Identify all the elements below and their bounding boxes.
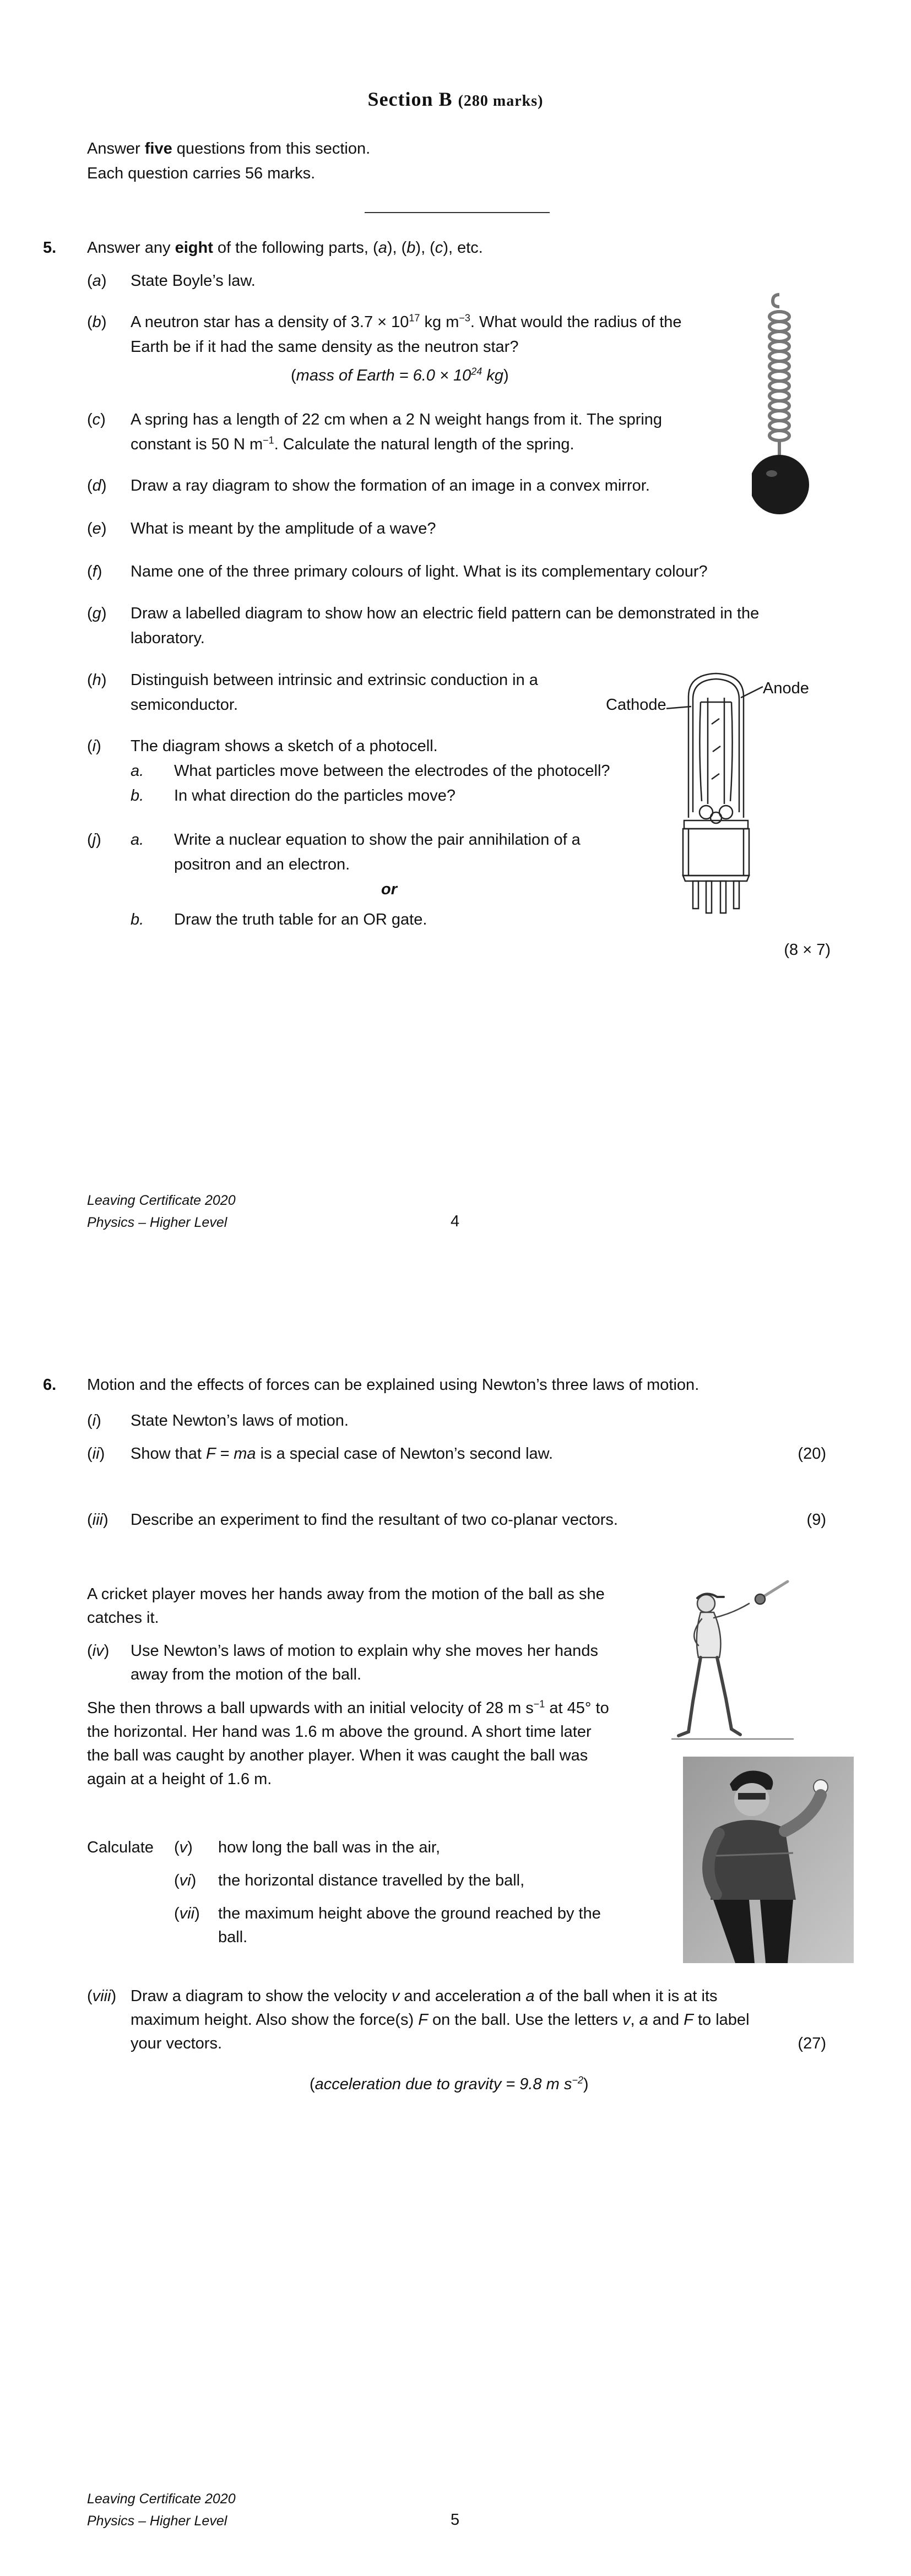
q6viii-line3: your vectors. [131, 2035, 222, 2052]
footer-exam-title: Leaving Certificate 2020 [87, 1193, 236, 1208]
q5h-label: (h) [87, 671, 107, 689]
q6-throw-pre: She then throws a ball upwards with an initial velocity of 28 m s [87, 1699, 534, 1717]
q6iii-marks: (9) [806, 1511, 826, 1529]
q6viii-l1-post: of the ball when it is at its [534, 1987, 718, 2005]
q5b-sup1: 17 [409, 312, 420, 324]
q6i-text: State Newton’s laws of motion. [131, 1412, 349, 1430]
q6i-roman: i [92, 1412, 96, 1430]
q5a-text: State Boyle’s law. [131, 272, 256, 290]
q5c-line1: A spring has a length of 22 cm when a 2 N weight hangs from it. The spring [131, 411, 663, 428]
section-letter: B [438, 88, 453, 110]
footer-subject-2: Physics – Higher Level [87, 2513, 227, 2529]
q5h-letter: h [92, 671, 101, 689]
q6viii-l2-and: and [648, 2011, 684, 2029]
q5b-given-it: mass of Earth = 6.0 × 10 [296, 367, 471, 384]
q6iii-label: (iii) [87, 1511, 109, 1529]
q5a-label: (a) [87, 272, 107, 290]
q6-calculate: Calculate [87, 1839, 154, 1856]
cricket-player-icon [666, 1575, 799, 1746]
q6viii-l2-comma: , [630, 2011, 639, 2029]
q5b-given-post: ) [503, 367, 509, 384]
q5j-sub-b: Draw the truth table for an OR gate. [174, 911, 427, 928]
q5g-label: (g) [87, 605, 107, 622]
q5i-sub-a-label: a. [131, 762, 144, 780]
q6-throw-line1 [87, 1697, 609, 1719]
q5b-sup2: −3 [459, 312, 470, 324]
q6viii-l2-F: F [418, 2011, 428, 2029]
q6-gravity-pre: ( [310, 2075, 315, 2093]
q5e-letter: e [92, 520, 101, 537]
q5-intro-end: ), etc. [443, 239, 483, 257]
q5d-letter: d [92, 477, 101, 494]
q5b-line2: Earth be if it had the same density as the neutron star? [131, 338, 519, 356]
q6vii-label: (vii) [174, 1905, 200, 1922]
q5-number: 5. [43, 239, 57, 257]
q6iv-line1: Use Newton’s laws of motion to explain why she moves her hands [131, 1642, 598, 1660]
q6viii-l1-v: v [391, 1987, 400, 2005]
q6iii-text: Describe an experiment to find the resultant of two co-planar vectors. [131, 1511, 618, 1529]
q5c-sup: −1 [263, 434, 274, 446]
q6-intro: Motion and the effects of forces can be explained using Newton’s three laws of motion. [87, 1376, 699, 1394]
q5f-text: Name one of the three primary colours of light. What is its complementary colour? [131, 563, 708, 580]
q5-intro-pre: Answer any [87, 239, 175, 257]
q6ii-marks: (20) [798, 1445, 826, 1463]
section-title [0, 88, 911, 112]
q6i-label: (i) [87, 1412, 101, 1430]
q5c-line2-post: . Calculate the natural length of the spring. [274, 436, 574, 453]
q6viii-l2-v: v [622, 2011, 631, 2029]
q5b-line1-mid: kg m [420, 313, 459, 331]
spring-mass-icon [752, 292, 812, 518]
q5g-letter: g [92, 605, 101, 622]
footer-subject: Physics – Higher Level [87, 1215, 227, 1230]
q5j-sub-a-label: a. [131, 831, 144, 849]
q5c-letter: c [92, 411, 101, 428]
q6viii-l2-post: on the ball. Use the letters [427, 2011, 622, 2029]
q5d-label: (d) [87, 477, 107, 494]
q5i-text: The diagram shows a sketch of a photocell. [131, 737, 438, 755]
q6-cricket-line1: A cricket player moves her hands away from the motion of the ball as she [87, 1585, 605, 1603]
q6v-text: how long the ball was in the air, [218, 1839, 441, 1856]
q6-number: 6. [43, 1376, 57, 1394]
section-marks: (280 marks) [458, 93, 544, 110]
q6iv-line2: away from the motion of the ball. [131, 1666, 362, 1683]
q6ii-formula: F = ma [206, 1445, 256, 1463]
q5-marks: (8 × 7) [784, 941, 831, 959]
q6-gravity [310, 2073, 589, 2095]
q5-intro-sep1: ), ( [387, 239, 407, 257]
q6viii-l2-pre: maximum height. Also show the force(s) [131, 2011, 419, 2029]
q5-intro-post: of the following parts, ( [213, 239, 378, 257]
q6vii-line1: the maximum height above the ground reached by the [218, 1905, 601, 1922]
q6viii-line1 [131, 1985, 718, 2007]
q5b-label: (b) [87, 313, 107, 331]
instruction-post: questions from this section. [172, 140, 371, 157]
q5-intro-a: a [378, 239, 387, 257]
q5j-or: or [381, 881, 397, 898]
q5c-line2-pre: constant is 50 N m [131, 436, 263, 453]
q5-intro-b: b [406, 239, 416, 257]
q5h-line2: semiconductor. [131, 696, 238, 714]
q5i-letter: i [92, 737, 96, 755]
q5i-label: (i) [87, 737, 101, 755]
q6viii-l1-pre: Draw a diagram to show the velocity [131, 1987, 392, 2005]
q5j-label: (j) [87, 831, 101, 849]
q6-throw-line2: the horizontal. Her hand was 1.6 m above the ground. A short time later [87, 1723, 592, 1741]
q6viii-l1-a: a [525, 1987, 535, 2005]
q6ii-pre: Show that [131, 1445, 207, 1463]
q6-throw-post: at 45° to [545, 1699, 609, 1717]
q6vi-text: the horizontal distance travelled by the ball, [218, 1872, 525, 1889]
q5b-line1-pre: A neutron star has a density of 3.7 × 10 [131, 313, 409, 331]
q5b-given-kg: kg [482, 367, 503, 384]
section-instruction-2: Each question carries 56 marks. [87, 165, 316, 182]
q6-throw-line4: again at a height of 1.6 m. [87, 1770, 272, 1788]
q6ii-post: is a special case of Newton’s second law. [256, 1445, 554, 1463]
page-number: 4 [451, 1213, 460, 1230]
q6vi-roman: vi [179, 1872, 191, 1889]
q5c-label: (c) [87, 411, 106, 428]
q5c-line2 [131, 433, 574, 455]
photocell-icon [666, 664, 766, 917]
q5d-text: Draw a ray diagram to show the formation of an image in a convex mirror. [131, 477, 650, 494]
q6viii-l2-end: to label [693, 2011, 750, 2029]
q6ii-label: (ii) [87, 1445, 105, 1463]
q6v-label: (v) [174, 1839, 193, 1856]
q5i-sub-a: What particles move between the electrodes of the photocell? [174, 762, 610, 780]
q6viii-line2 [131, 2009, 750, 2031]
cricket-photo-icon [683, 1757, 854, 1963]
q5b-line1-post: . What would the radius of the [470, 313, 682, 331]
q6v-roman: v [179, 1839, 188, 1856]
section-word: Section [367, 88, 433, 110]
q5-intro-c: c [435, 239, 443, 257]
q6ii-roman: ii [92, 1445, 100, 1463]
q6viii-l2-a: a [639, 2011, 648, 2029]
q6-throw-line3: the ball was caught by another player. When it was caught the ball was [87, 1747, 588, 1764]
q5f-letter: f [92, 563, 97, 580]
q6iii-roman: iii [92, 1511, 104, 1529]
q5-intro [87, 237, 483, 259]
q5b-letter: b [92, 313, 101, 331]
q6-throw-sup: −1 [533, 1698, 545, 1710]
q5j-sub-a-line1: Write a nuclear equation to show the pair annihilation of a [174, 831, 581, 849]
q5-intro-bold: eight [175, 239, 213, 257]
q5a-letter: a [92, 272, 101, 290]
q5i-sub-b: In what direction do the particles move? [174, 787, 456, 805]
section-divider [365, 212, 550, 213]
q5e-text: What is meant by the amplitude of a wave? [131, 520, 436, 537]
q5b-given [291, 365, 509, 387]
q5j-letter: j [92, 831, 96, 849]
q6iv-roman: iv [92, 1642, 104, 1660]
q5g-line2: laboratory. [131, 629, 205, 647]
q6-gravity-it: acceleration due to gravity = 9.8 m s [314, 2075, 572, 2093]
q5b-given-pre: ( [291, 367, 296, 384]
q5b-line1 [131, 311, 682, 333]
instruction-pre: Answer [87, 140, 145, 157]
q6-gravity-post: ) [583, 2075, 589, 2093]
q5j-sub-b-label: b. [131, 911, 144, 928]
q6-cricket-line2: catches it. [87, 1609, 159, 1627]
photocell-cathode-label: Cathode [606, 696, 666, 714]
q6viii-marks: (27) [798, 2035, 826, 2052]
photocell-anode-label: Anode [763, 680, 809, 697]
q5g-line1: Draw a labelled diagram to show how an electric field pattern can be demonstrated in the [131, 605, 760, 622]
footer-exam-title-2: Leaving Certificate 2020 [87, 2491, 236, 2507]
instruction-bold: five [144, 140, 172, 157]
q6-gravity-sup: −2 [572, 2074, 583, 2086]
q6viii-roman: viii [92, 1987, 111, 2005]
q6vi-label: (vi) [174, 1872, 197, 1889]
q6viii-l1-mid: and acceleration [399, 1987, 526, 2005]
q6viii-label: (viii) [87, 1987, 117, 2005]
q6vii-line2: ball. [218, 1928, 248, 1946]
page-number-2: 5 [451, 2511, 460, 2529]
q5-intro-sep2: ), ( [415, 239, 435, 257]
q6viii-l2-F2: F [684, 2011, 693, 2029]
q5f-label: (f) [87, 563, 102, 580]
q5h-line1: Distinguish between intrinsic and extrinsic conduction in a [131, 671, 538, 689]
q5i-sub-b-label: b. [131, 787, 144, 805]
q6iv-label: (iv) [87, 1642, 110, 1660]
q5b-given-sup: 24 [471, 366, 482, 377]
q5e-label: (e) [87, 520, 107, 537]
q6vii-roman: vii [179, 1905, 195, 1922]
q5j-sub-a-line2: positron and an electron. [174, 856, 350, 873]
q6ii-text [131, 1443, 553, 1465]
section-instruction [87, 138, 370, 160]
